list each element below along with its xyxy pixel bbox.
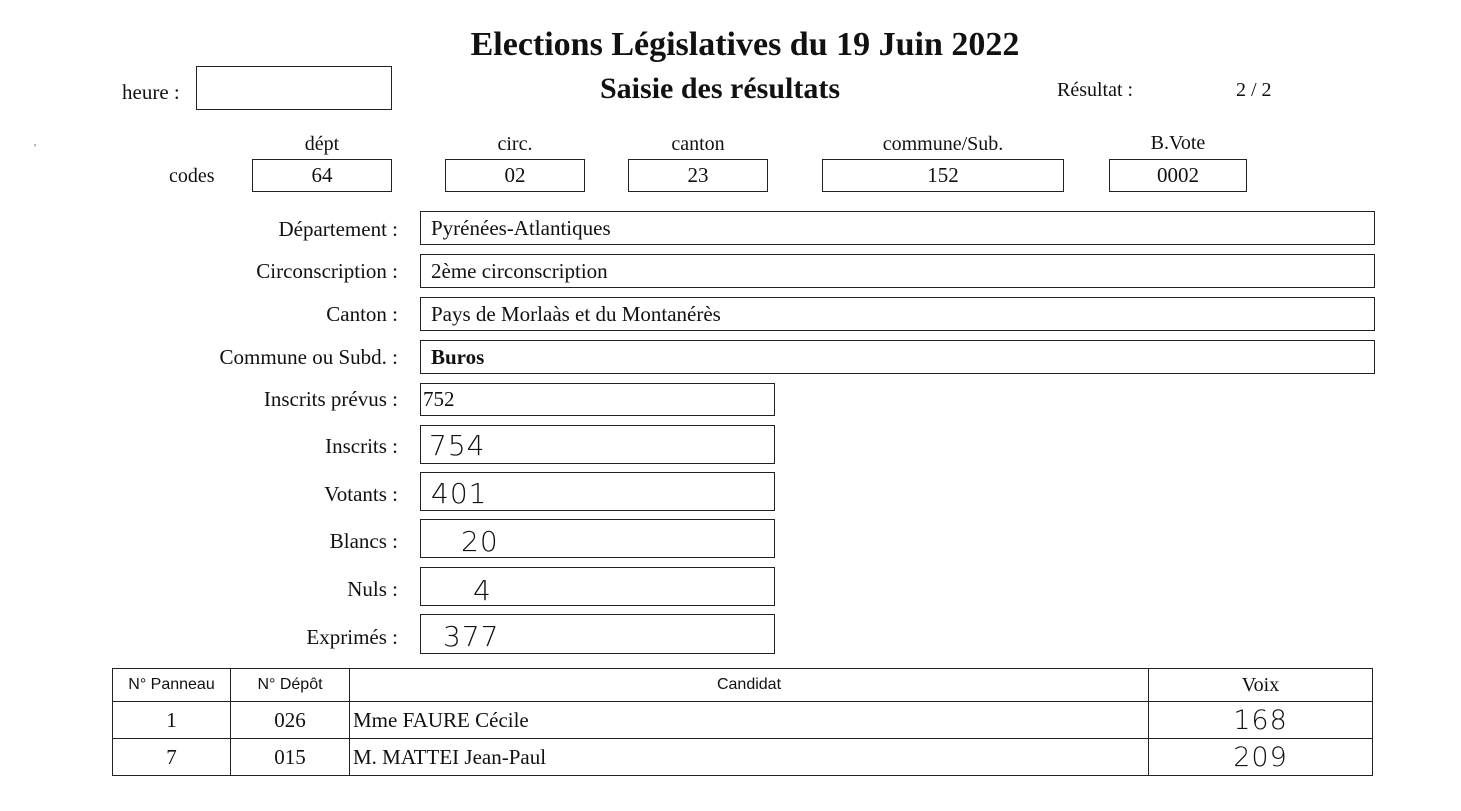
bvote-code-field[interactable]: 0002 bbox=[1109, 159, 1247, 192]
votants-field[interactable]: 401 bbox=[420, 472, 775, 511]
heure-label: heure : bbox=[122, 80, 180, 104]
circonscription-field[interactable]: 2ème circonscription bbox=[420, 254, 1375, 288]
resultat-label: Résultat : bbox=[1057, 79, 1134, 101]
panneau-cell: 7 bbox=[113, 739, 231, 776]
circ-code-field[interactable]: 02 bbox=[445, 159, 585, 192]
table-header-row bbox=[113, 669, 1373, 702]
dept-code-field[interactable]: 64 bbox=[252, 159, 392, 192]
panneau-cell: 1 bbox=[113, 702, 231, 739]
table-row bbox=[113, 739, 1373, 776]
inscrits-label: Inscrits : bbox=[325, 434, 398, 458]
inscrits-prevus-label: Inscrits prévus : bbox=[263, 387, 398, 411]
nuls-label: Nuls : bbox=[347, 577, 398, 601]
panneau-header: N° Panneau bbox=[113, 669, 231, 702]
blancs-label: Blancs : bbox=[329, 529, 398, 553]
canton-code-label: canton bbox=[671, 133, 725, 155]
codes-label: codes bbox=[169, 165, 215, 187]
departement-field[interactable]: Pyrénées-Atlantiques bbox=[420, 211, 1375, 245]
table-row bbox=[113, 702, 1373, 739]
canton-field[interactable]: Pays de Morlaàs et du Montanérès bbox=[420, 297, 1375, 331]
dept-code-label: dépt bbox=[304, 133, 340, 155]
canton-code-field[interactable]: 23 bbox=[628, 159, 768, 192]
commune-code-field[interactable]: 152 bbox=[822, 159, 1064, 192]
commune-label: Commune ou Subd. : bbox=[219, 345, 398, 369]
results-table bbox=[112, 668, 1373, 776]
candidat-cell: Mme FAURE Cécile bbox=[350, 702, 1149, 739]
stray-mark: ˒ bbox=[33, 136, 37, 150]
voix-cell[interactable]: 209 bbox=[1149, 739, 1373, 776]
departement-label: Département : bbox=[278, 217, 398, 241]
depot-cell: 026 bbox=[231, 702, 350, 739]
candidat-header: Candidat bbox=[350, 669, 1149, 702]
nuls-field[interactable]: 4 bbox=[420, 567, 775, 606]
inscrits-field[interactable]: 754 bbox=[420, 425, 775, 464]
voix-header: Voix bbox=[1149, 669, 1373, 702]
exprimes-field[interactable]: 377 bbox=[420, 614, 775, 654]
circonscription-label: Circonscription : bbox=[256, 259, 398, 283]
inscrits-prevus-field[interactable]: 752 bbox=[420, 383, 775, 416]
voix-cell[interactable]: 168 bbox=[1149, 702, 1373, 739]
blancs-field[interactable]: 20 bbox=[420, 519, 775, 558]
commune-field[interactable]: Buros bbox=[420, 340, 1375, 374]
circ-code-label: circ. bbox=[497, 133, 533, 155]
commune-code-label: commune/Sub. bbox=[882, 133, 1004, 155]
heure-field[interactable] bbox=[196, 66, 392, 110]
canton-label: Canton : bbox=[326, 302, 398, 326]
resultat-value: 2 / 2 bbox=[1236, 79, 1272, 101]
page-title: Elections Législatives du 19 Juin 2022 bbox=[470, 26, 1020, 63]
votants-label: Votants : bbox=[324, 482, 398, 506]
candidat-cell: M. MATTEI Jean-Paul bbox=[350, 739, 1149, 776]
page-subtitle: Saisie des résultats bbox=[600, 72, 840, 105]
exprimes-label: Exprimés : bbox=[306, 625, 398, 649]
depot-cell: 015 bbox=[231, 739, 350, 776]
depot-header: N° Dépôt bbox=[231, 669, 350, 702]
bvote-code-label: B.Vote bbox=[1150, 132, 1206, 154]
